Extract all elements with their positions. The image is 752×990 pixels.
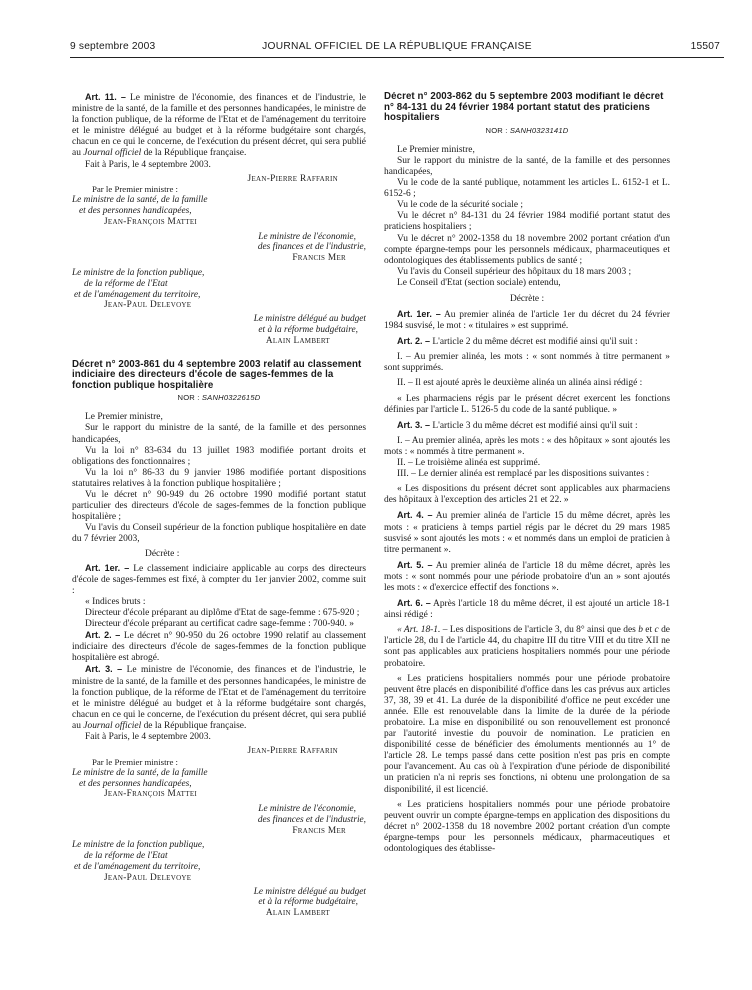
decree-862-decrete: Décrète :: [509, 294, 545, 304]
decree-862-article-2-quote: « Les pharmaciens régis par le présent décret exercent les fonctions définies par l'article L. 5126-5 du code de la santé publique. »: [384, 393, 670, 415]
signature-economy-name: Francis Mer: [292, 253, 346, 264]
signature-economy-title: Le ministre de l'économie,: [258, 231, 356, 242]
decree-862-article-3-i: I. – Au premier alinéa, après les mots : « des hôpitaux » sont ajoutés les mots : « nommés à titre permanent ».: [384, 435, 670, 457]
signature-budget-title: Le ministre délégué au budget: [253, 314, 366, 325]
decree-862-pm: Le Premier ministre,: [397, 144, 475, 155]
signature-block-1: [72, 174, 366, 347]
right-column: [384, 92, 670, 984]
signature-2-economy-title-2: des finances et de l'industrie,: [257, 814, 366, 825]
signature-fp-name: Jean-Paul Delevoye: [104, 300, 192, 311]
header-journal-title: JOURNAL OFFICIEL DE LA RÉPUBLIQUE FRANÇAISE: [262, 41, 532, 52]
decree-861-visa-3: Vu le décret n° 90-949 du 26 octobre 1990 modifié portant statut particulier des directeurs d'école de sages-femmes de la fonction publique hospitalière ;: [72, 490, 366, 523]
signature-2-budget-name: Alain Lambert: [265, 908, 330, 919]
signature-2-fp-title: Le ministre de la fonction publique,: [72, 840, 205, 851]
decree-862-visa-1: Vu le code de la santé publique, notamment les articles L. 6152-1 et L. 6152-6 ;: [384, 178, 670, 200]
decree-862-article-4: Art. 4. – Au premier alinéa de l'article 15 du même décret, après les mots : « praticiens à temps partiel régis par le décret du 29 mars 1985 susvisé » sont ajoutés les mots : « et nommés dans un emploi de praticien à titre permanent ».: [384, 510, 670, 555]
signature-fp-title-3: et de l'aménagement du territoire,: [74, 289, 201, 300]
decree-861-index-2: Directeur d'école préparant au certificat cadre sage-femme : 700-940. »: [85, 619, 354, 630]
decree-861-visa-1: Vu la loi n° 83-634 du 13 juillet 1983 modifiée portant droits et obligations des fonctionnaires ;: [72, 445, 366, 467]
signature-health-title-2: et des personnes handicapées,: [79, 206, 192, 217]
signature-2-fp-name: Jean-Paul Delevoye: [104, 872, 192, 883]
signature-2-budget-title-2: et à la réforme budgétaire,: [258, 897, 358, 908]
signature-2-economy-name: Francis Mer: [292, 825, 346, 836]
signature-pm-name: Jean-Pierre Raffarin: [247, 173, 338, 184]
decree-861-decrete: Décrète :: [145, 548, 180, 559]
decree-862-article-6: Art. 6. – Après l'article 18 du même décret, il est ajouté un article 18-1 ainsi rédigé :: [384, 598, 670, 621]
signature-2-budget-title: Le ministre délégué au budget: [253, 886, 366, 897]
decree-862-article-18-1: « Art. 18-1. – Les dispositions de l'article 3, du 8° ainsi que des b et c de l'article 28, du I de l'article 44, du chapitre III du titre VIII et du titre XII ne sont pas applicables aux praticiens hospitaliers nommés pour une période probatoire.: [384, 625, 670, 669]
signature-block-2: [72, 746, 366, 919]
decree-862-visa-5: Vu l'avis du Conseil supérieur des hôpitaux du 18 mars 2003 ;: [397, 266, 632, 277]
signature-health-title: Le ministre de la santé, de la famille: [72, 195, 208, 206]
decree-861-visa-2: Vu la loi n° 86-33 du 9 janvier 1986 modifiée portant dispositions statutaires relatives à la fonction publique hospitalière ;: [72, 467, 366, 489]
decree-862-title: Décret n° 2003-862 du 5 septembre 2003 modifiant le décret n° 84-131 du 24 février 1984 portant statut des praticiens hospitaliers: [384, 92, 664, 124]
decree-862-article-3: Art. 3. – L'article 3 du même décret est modifié ainsi qu'il suit :: [397, 419, 638, 431]
decree-862-article-3-quote: « Les dispositions du présent décret sont applicables aux pharmaciens des hôpitaux à l'exception des articles 21 et 22. »: [384, 484, 670, 506]
decree-862-time-savings-paragraph: « Les praticiens hospitaliers nommés pour une période probatoire peuvent ouvrir un compte épargne-temps en application des dispositions du décret n° 2002-1358 du 18 novembre 2002 portant création d'un compte épargne-temps pour les personnels médicaux, pharmaceutiques et odontologiques des établisse-: [384, 799, 670, 855]
decree-862-article-3-iii: III. – Le dernier alinéa est remplacé par les dispositions suivantes :: [397, 469, 650, 480]
decree-861-pm: Le Premier ministre,: [85, 412, 163, 423]
decree-862-visa-4: Vu le décret n° 2002-1358 du 18 novembre 2002 portant création d'un compte épargne-temps pour les personnels médicaux, pharmaceutiques et odontologiques des établissements publics de santé ;: [384, 233, 670, 266]
decree-861-gross-indices: « Indices bruts :: [85, 596, 146, 607]
decree-862-council: Le Conseil d'Etat (section sociale) entendu,: [397, 277, 561, 288]
decree-861-nor: NOR : SANH0322615D: [177, 393, 261, 403]
page-header: [70, 41, 724, 58]
signature-2-par-pm: Par le Premier ministre :: [92, 756, 178, 767]
signature-economy-title-2: des finances et de l'industrie,: [257, 242, 366, 253]
header-page-number: 15507: [690, 41, 720, 52]
decree-861-index-1: Directeur d'école préparant au diplôme d'Etat de sage-femme : 675-920 ;: [85, 607, 360, 618]
signature-fp-title-2: de la réforme de l'Etat: [84, 278, 168, 289]
article-11: Art. 11. – Le ministre de l'économie, des finances et de l'industrie, le ministre de la santé, de la famille et des personnes handicapées, le ministre de la fonction publique, de la réforme de l'Etat et de l'aménagement du territoire et le ministre délégué au budget et à la réforme budgétaire sont chargés, chacun en ce qui le concerne, de l'exécution du présent décret, qui sera publié au Journal officiel de la République française.: [72, 92, 366, 159]
decree-862-article-2-ii: II. – Il est ajouté après le deuxième alinéa un alinéa ainsi rédigé :: [397, 378, 643, 389]
signature-2-fp-title-3: et de l'aménagement du territoire,: [74, 862, 201, 873]
decree-862-article-2-i: I. – Au premier alinéa, les mots : « sont nommés à titre permanent » sont supprimés.: [384, 352, 670, 374]
header-date: 9 septembre 2003: [70, 41, 156, 52]
signature-2-health-title: Le ministre de la santé, de la famille: [72, 767, 208, 778]
decree-861-article-1: Art. 1er. – Le classement indiciaire applicable au corps des directeurs d'école de sages-femmes est fixé, à compter du 1er janvier 2002, comme suit :: [72, 562, 366, 596]
decree-861-visa-4: Vu l'avis du Conseil supérieur de la fonction publique hospitalière en date du 7 février 2003,: [72, 523, 366, 545]
signature-2-economy-title: Le ministre de l'économie,: [258, 804, 356, 815]
signature-budget-title-2: et à la réforme budgétaire,: [258, 325, 358, 336]
decree-862-article-1: Art. 1er. – Au premier alinéa de l'article 1er du décret du 24 février 1984 susvisé, le mot : « titulaires » est supprimé.: [384, 309, 670, 332]
done-at-paris-2: Fait à Paris, le 4 septembre 2003.: [85, 732, 211, 743]
decree-861-article-2: Art. 2. – Le décret n° 90-950 du 26 octobre 1990 relatif au classement indiciaire des directeurs d'école de sages-femmes de la fonction publique hospitalière est abrogé.: [72, 630, 366, 664]
decree-861-article-3: Art. 3. – Le ministre de l'économie, des finances et de l'industrie, le ministre de la santé, de la famille et des personnes handicapées, le ministre de la fonction publique, de la réforme de l'Etat et de l'aménagement du territoire et le ministre délégué au budget et à la réforme budgétaire sont chargés, chacun en ce qui le concerne, de l'exécution du présent décret, qui sera publié au Journal officiel de la République française.: [72, 664, 366, 731]
signature-2-health-name: Jean-François Mattei: [104, 789, 198, 800]
signature-2-health-title-2: et des personnes handicapées,: [79, 778, 192, 789]
decree-862-visa-2: Vu le code de la sécurité sociale ;: [397, 200, 523, 211]
decree-862-visa-3: Vu le décret n° 84-131 du 24 février 1984 modifié portant statut des praticiens hospitaliers ;: [384, 211, 670, 233]
done-at-paris-1: Fait à Paris, le 4 septembre 2003.: [85, 159, 211, 170]
decree-862-nor: NOR : SANH0323141D: [485, 125, 569, 135]
signature-2-fp-title-2: de la réforme de l'Etat: [84, 851, 168, 862]
decree-861-report: Sur le rapport du ministre de la santé, de la famille et des personnes handicapées,: [72, 423, 366, 445]
signature-2-pm-name: Jean-Pierre Raffarin: [247, 746, 338, 757]
decree-862-article-2: Art. 2. – L'article 2 du même décret est modifié ainsi qu'il suit :: [397, 336, 638, 348]
decree-862-availability-paragraph: « Les praticiens hospitaliers nommés pour une période probatoire peuvent être placés en disponibilité d'office dans les cas prévus aux articles 37, 38, 39 et 41. La durée de la disponibilité d'office ne peut excéder une année. Elle est renouvelable dans la limite de la durée de la période probatoire. La mise en disponibilité ou son renouvellement est prononcé par l'autorité investie du pouvoir de nomination. Le praticien en disponibilité cesse de bénéficier des émoluments mentionnés au 1° de l'article 28. Le temps passé dans cette position n'est pas pris en compte pour l'avancement. Au cas où à l'expiration d'une période de disponibilité un praticien n'a ni repris ses fonctions, ni obtenu une prolongation de sa disponibilité, il est licencié.: [384, 673, 670, 795]
decree-862-report: Sur le rapport du ministre de la santé, de la famille et des personnes handicapées,: [384, 155, 670, 177]
signature-budget-name: Alain Lambert: [265, 335, 330, 346]
decree-862-article-3-ii: II. – Le troisième alinéa est supprimé.: [397, 458, 541, 469]
signature-health-name: Jean-François Mattei: [104, 216, 198, 227]
signature-fp-title: Le ministre de la fonction publique,: [72, 268, 205, 279]
decree-861-title: Décret n° 2003-861 du 4 septembre 2003 relatif au classement indiciaire des directeurs d'école de sages-femmes de la fonction publique hospitalière: [72, 358, 362, 391]
decree-862-article-5: Art. 5. – Au premier alinéa de l'article 18 du même décret, après les mots : « sont nommés pour une période probatoire d'un an » sont ajoutés les mots : « d'exercice effectif des fonctions ».: [384, 559, 670, 593]
left-column: [72, 92, 366, 984]
signature-par-pm: Par le Premier ministre :: [92, 184, 178, 195]
